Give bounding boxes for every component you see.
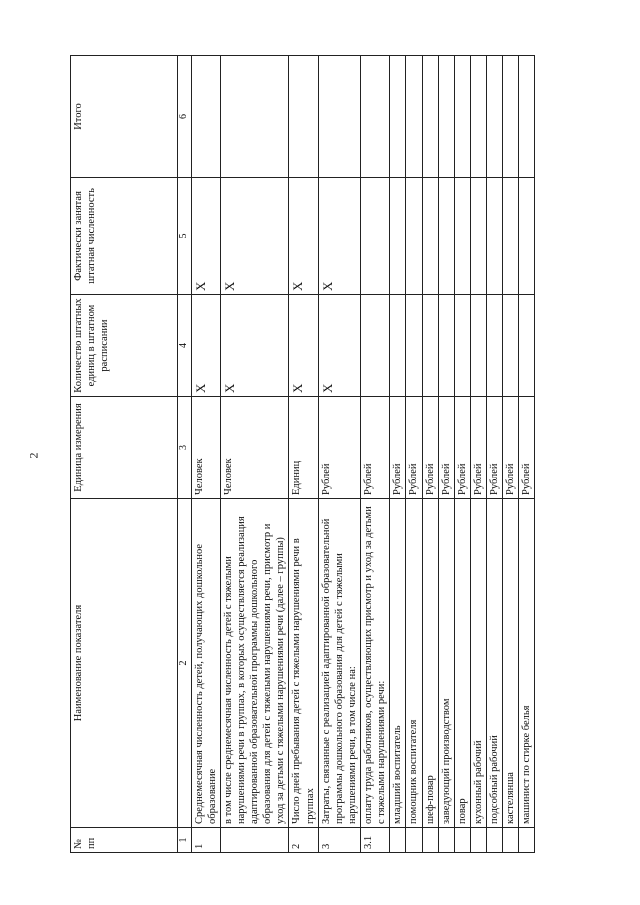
column-number: 6 [178,56,192,178]
total-value [454,56,470,178]
total-value [470,56,486,178]
unit-of-measure: Человек [220,397,289,499]
indicator-name: помощник воспитателя [406,499,422,828]
staff-units-value [503,295,519,397]
staff-units-value [361,295,390,397]
actual-staff-value: X [289,178,318,295]
header-actual-staff: Фактически занятая штатная численность [71,178,178,295]
row-number [470,828,486,853]
staff-units-value [390,295,406,397]
staff-units-value [406,295,422,397]
unit-of-measure: Рублей [519,397,535,499]
indicator-name: машинист по стирке белья [519,499,535,828]
actual-staff-value [406,178,422,295]
total-value [390,56,406,178]
indicator-name: в том числе среднемесячная численность детей с тяжелыми нарушениями речи в группах, в которых осуществляется реализация адаптированной образовательной программы дошкольного образования для детей с тяжелыми нарушениями речи, присмотр и уход за детьми с тяжелыми нарушениями речи (далее – группы) [220,499,289,828]
table-row [519,56,535,853]
row-number [220,828,289,853]
total-value [487,56,503,178]
actual-staff-value: X [220,178,289,295]
staff-units-value [470,295,486,397]
row-number [422,828,438,853]
indicator-name: подсобный рабочий [487,499,503,828]
column-number: 2 [178,499,192,828]
table-row [470,56,486,853]
table-row [406,56,422,853]
staff-units-value: X [318,295,360,397]
actual-staff-value [422,178,438,295]
actual-staff-value [487,178,503,295]
indicator-name: заведующий производством [438,499,454,828]
page-number: 2 [26,452,41,459]
total-value [289,56,318,178]
total-value [503,56,519,178]
header-total: Итого [71,56,178,178]
actual-staff-value [390,178,406,295]
total-value [406,56,422,178]
row-number: 3.1 [361,828,390,853]
indicator-name: кухонный рабочий [470,499,486,828]
row-number: 3 [318,828,360,853]
total-value [361,56,390,178]
staff-units-value [438,295,454,397]
row-number: 1 [191,828,220,853]
table-row [390,56,406,853]
table-row [454,56,470,853]
staff-units-value [422,295,438,397]
unit-of-measure: Рублей [470,397,486,499]
staff-units-value: X [289,295,318,397]
unit-of-measure: Рублей [503,397,519,499]
header-number: № пп [71,828,178,853]
unit-of-measure: Рублей [361,397,390,499]
row-number: 2 [289,828,318,853]
table-frame [70,55,575,853]
total-value [422,56,438,178]
actual-staff-value [519,178,535,295]
table-header-row [71,56,178,853]
staff-units-value [487,295,503,397]
unit-of-measure: Рублей [390,397,406,499]
actual-staff-value [503,178,519,295]
row-number [438,828,454,853]
actual-staff-value [438,178,454,295]
staff-units-value [519,295,535,397]
indicator-name: Среднемесячная численность детей, получающих дошкольное образование [191,499,220,828]
table-row [438,56,454,853]
row-number [406,828,422,853]
indicator-name: шеф-повар [422,499,438,828]
column-number: 3 [178,397,192,499]
table-row [422,56,438,853]
indicator-name: кастелянша [503,499,519,828]
table-row [503,56,519,853]
actual-staff-value: X [191,178,220,295]
total-value [220,56,289,178]
header-staff-units: Количество штатных единиц в штатном расписании [71,295,178,397]
column-number: 5 [178,178,192,295]
staff-units-value: X [191,295,220,397]
row-number [487,828,503,853]
column-number: 1 [178,828,192,853]
table-row [191,56,220,853]
table-body [191,56,535,853]
row-number [503,828,519,853]
header-unit: Единица измерения [71,397,178,499]
row-number [519,828,535,853]
staff-units-value: X [220,295,289,397]
indicator-name: повар [454,499,470,828]
staff-units-value [454,295,470,397]
indicator-name: Число дней пребывания детей с тяжелыми нарушениями речи в группах [289,499,318,828]
total-value [519,56,535,178]
indicators-table [70,55,535,853]
actual-staff-value [454,178,470,295]
actual-staff-value [361,178,390,295]
actual-staff-value: X [318,178,360,295]
unit-of-measure: Рублей [438,397,454,499]
column-number: 4 [178,295,192,397]
table-row [361,56,390,853]
row-number [390,828,406,853]
unit-of-measure: Рублей [406,397,422,499]
unit-of-measure: Единиц [289,397,318,499]
unit-of-measure: Рублей [422,397,438,499]
total-value [438,56,454,178]
unit-of-measure: Рублей [487,397,503,499]
row-number [454,828,470,853]
rotated-table-container [70,55,575,853]
column-number-row [178,56,192,853]
total-value [318,56,360,178]
header-indicator-name: Наименование показателя [71,499,178,828]
indicator-name: младший воспитатель [390,499,406,828]
table-row [220,56,289,853]
unit-of-measure: Рублей [318,397,360,499]
unit-of-measure: Человек [191,397,220,499]
table-row [289,56,318,853]
total-value [191,56,220,178]
indicator-name: Затраты, связанные с реализацией адаптированной образовательной программы дошкольного образования для детей с тяжелыми нарушениями речи, в том числе на: [318,499,360,828]
indicator-name: оплату труда работников, осуществляющих присмотр и уход за детьми с тяжелыми нарушениями речи: [361,499,390,828]
table-row [318,56,360,853]
table-row [487,56,503,853]
actual-staff-value [470,178,486,295]
unit-of-measure: Рублей [454,397,470,499]
